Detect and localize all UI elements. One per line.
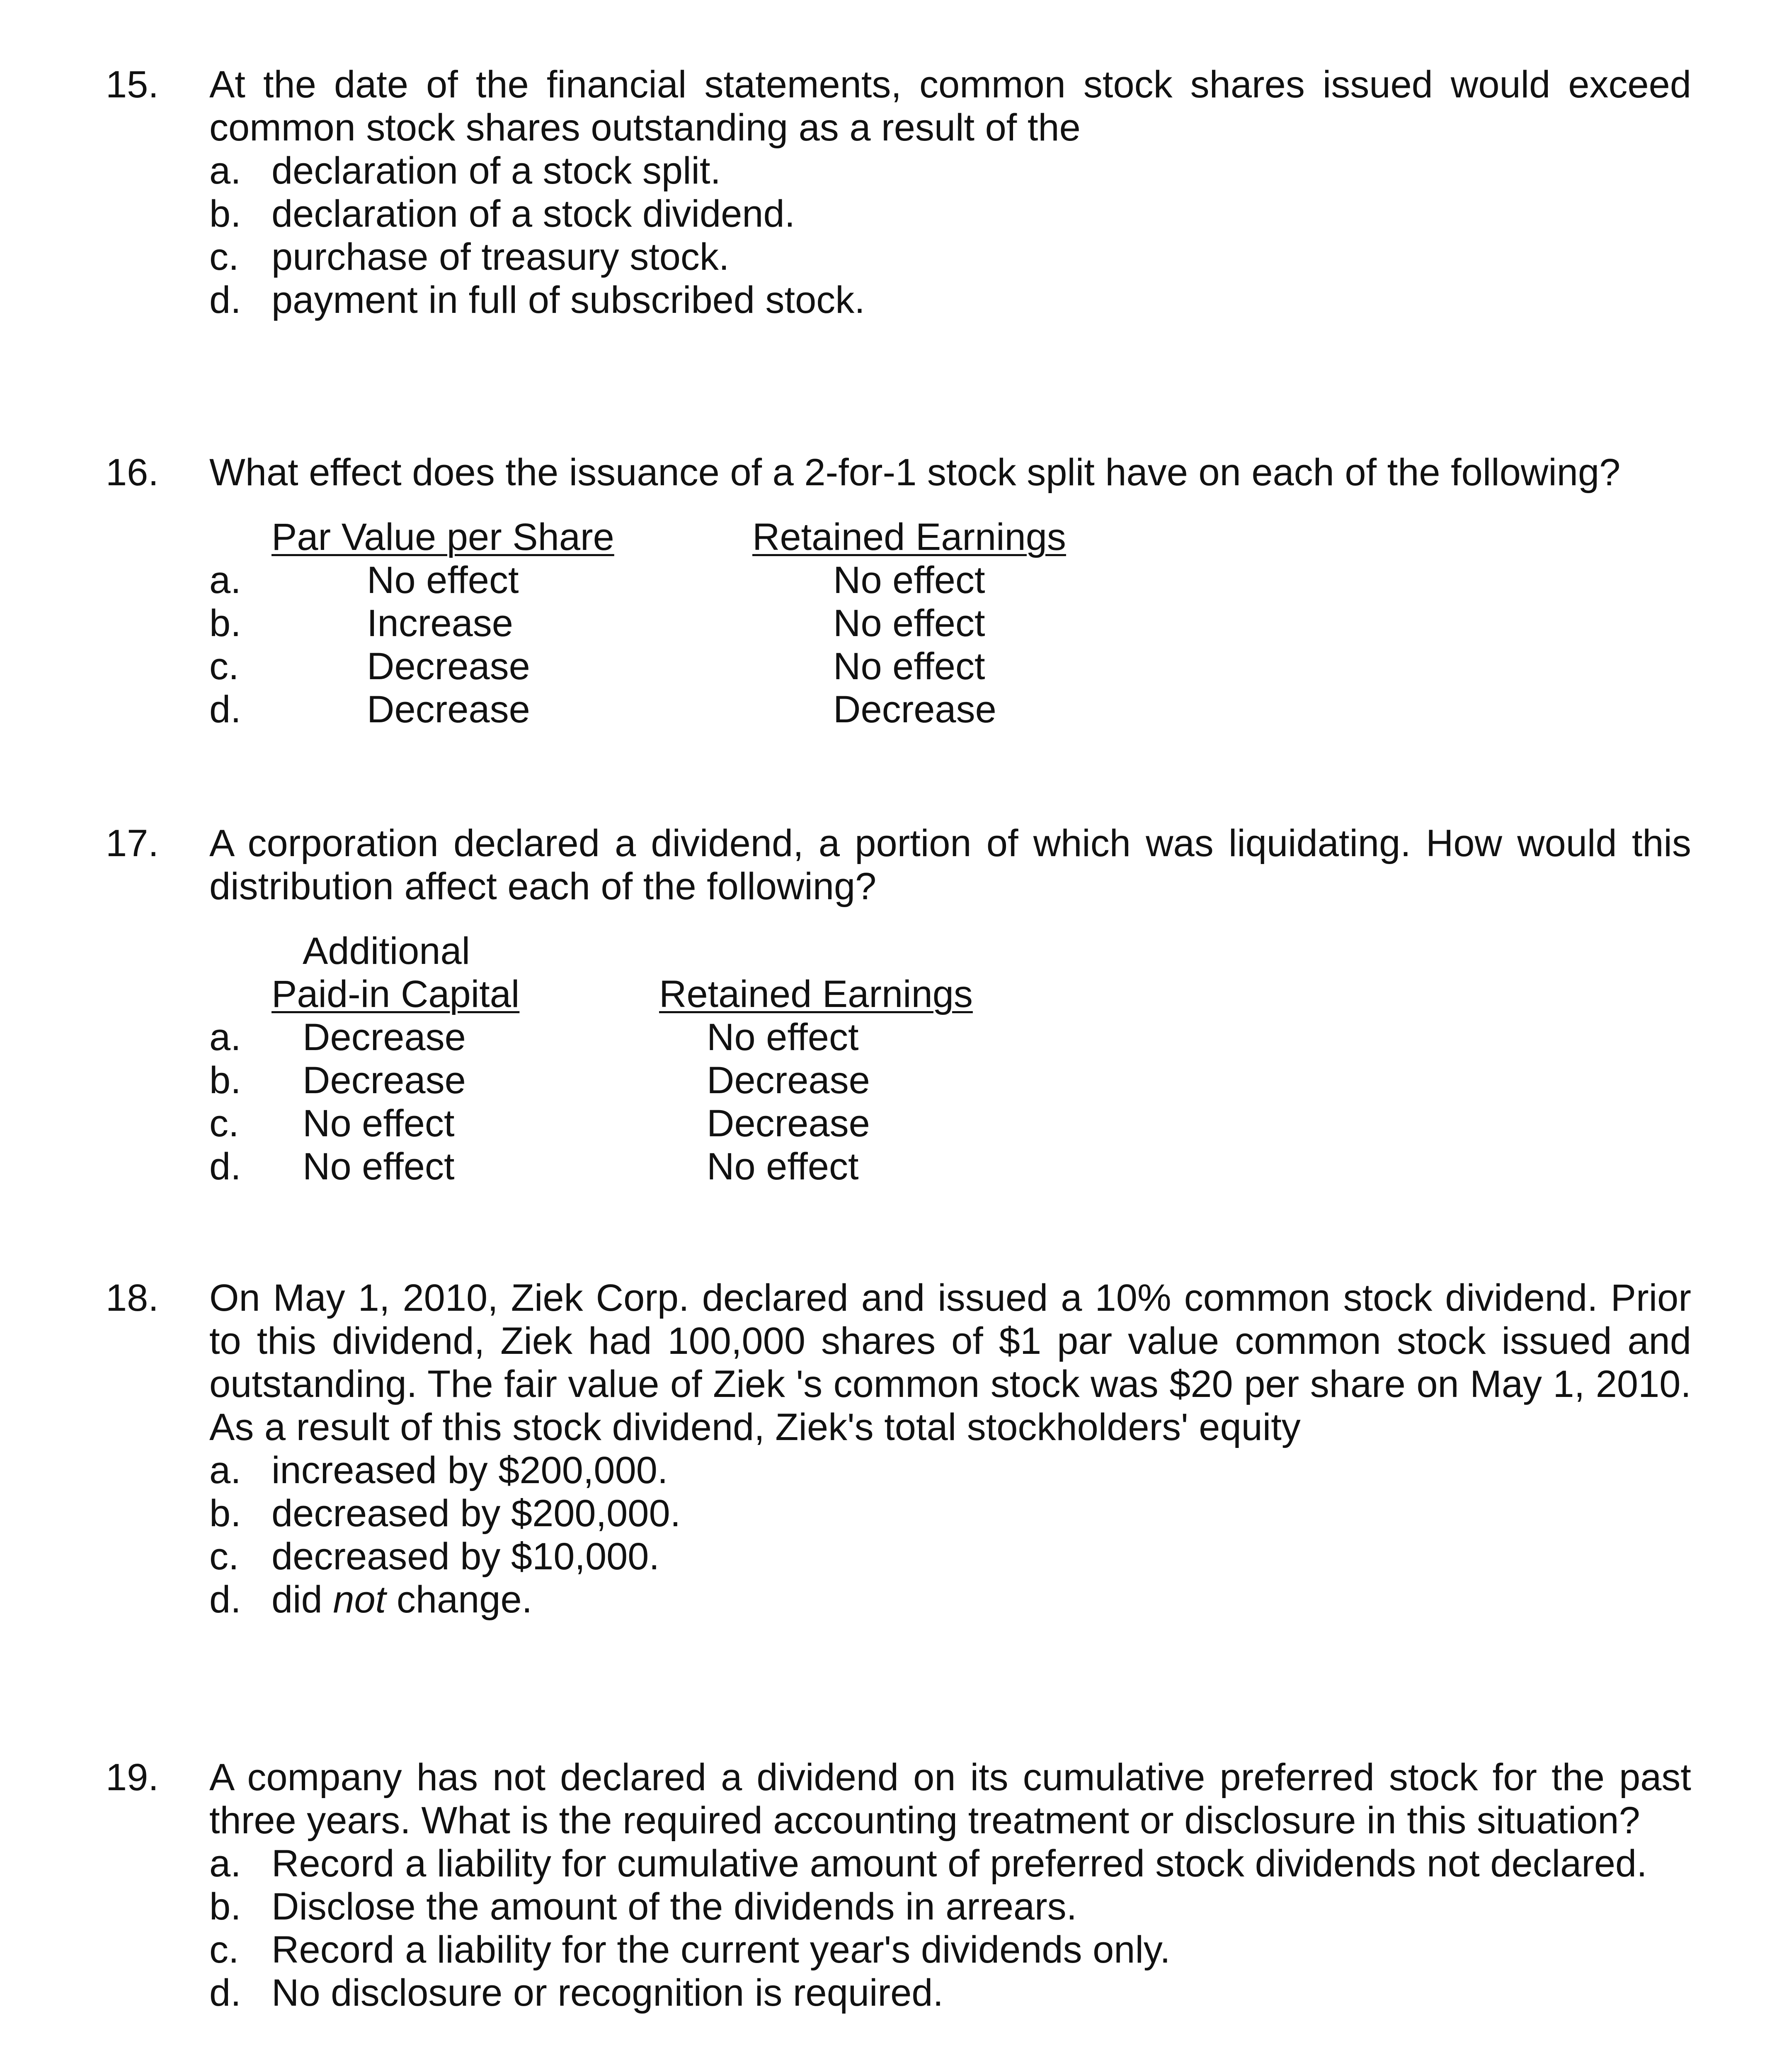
option-letter: b. xyxy=(209,1492,241,1535)
option-d[interactable] xyxy=(209,1971,1691,2014)
option-letter: c. xyxy=(209,236,239,278)
option-text: declaration of a stock dividend. xyxy=(271,193,795,235)
option-letter: a. xyxy=(209,1842,241,1885)
column-header: Paid-in Capital xyxy=(271,973,520,1015)
question-number: 16. xyxy=(106,451,159,494)
grid-cell: Decrease xyxy=(303,1016,466,1058)
option-c[interactable] xyxy=(209,235,1691,278)
question-number: 15. xyxy=(106,63,159,106)
option-text: decreased by $10,000. xyxy=(271,1535,660,1578)
grid-cell: No effect xyxy=(303,1145,455,1188)
question-stem: What effect does the issuance of a 2-for-1 stock split have on each of the following? xyxy=(209,451,1621,494)
question-stem: A corporation declared a dividend, a portion of which was liquidating. How would this distribution affect each of the following? xyxy=(209,822,1691,908)
question-number: 17. xyxy=(106,822,159,864)
question-stem: A company has not declared a dividend on its cumulative preferred stock for the past three years. What is the required accounting treatment or disclosure in this situation? xyxy=(209,1756,1691,1842)
option-d[interactable] xyxy=(209,278,1691,322)
option-letter: a. xyxy=(209,1449,241,1491)
column-header: Retained Earnings xyxy=(659,973,973,1015)
question-stem: At the date of the financial statements, common stock shares issued would exceed common stock shares outstanding as a result of the xyxy=(209,63,1691,149)
question-stem: On May 1, 2010, Ziek Corp. declared and issued a 10% common stock dividend. Prior to this dividend, Ziek had 100,000 shares of $1 par value common stock issued and outstanding. The fair value of Ziek 's common stock was $20 per share on May 1, 2010. As a result of this stock dividend, Ziek's total stockholders' equity xyxy=(209,1277,1691,1448)
option-letter: b. xyxy=(209,602,241,644)
grid-cell: No effect xyxy=(833,559,985,601)
grid-cell: Decrease xyxy=(367,645,530,687)
column-header: Retained Earnings xyxy=(752,516,1066,558)
option-c[interactable] xyxy=(209,1535,1691,1578)
grid-cell: Decrease xyxy=(367,688,530,731)
grid-cell: Decrease xyxy=(707,1102,870,1145)
option-text: decreased by $200,000. xyxy=(271,1492,681,1535)
grid-cell: No effect xyxy=(707,1145,859,1188)
option-letter: c. xyxy=(209,1102,239,1145)
column-header-line: Additional xyxy=(303,930,470,972)
option-a[interactable] xyxy=(209,1842,1691,1885)
option-letter: a. xyxy=(209,150,241,192)
option-b[interactable] xyxy=(209,192,1691,235)
grid-cell: Decrease xyxy=(303,1059,466,1101)
option-text-emphasis: not xyxy=(333,1578,386,1621)
option-text: payment in full of subscribed stock. xyxy=(271,279,865,321)
option-text: increased by $200,000. xyxy=(271,1449,668,1491)
option-text: Record a liability for the current year's dividends only. xyxy=(271,1929,1171,1971)
option-letter: a. xyxy=(209,1016,241,1058)
option-list xyxy=(209,1842,1691,2014)
option-c[interactable] xyxy=(209,1928,1691,1971)
option-text-after: change. xyxy=(396,1578,533,1621)
question-number: 19. xyxy=(106,1756,159,1798)
option-letter: c. xyxy=(209,1535,239,1578)
option-letter: b. xyxy=(209,1886,241,1928)
grid-cell: Decrease xyxy=(707,1059,870,1101)
option-letter: c. xyxy=(209,1929,239,1971)
option-text xyxy=(271,1578,532,1621)
question-number: 18. xyxy=(106,1277,159,1319)
option-letter: b. xyxy=(209,193,241,235)
option-letter: d. xyxy=(209,688,241,731)
option-list xyxy=(209,149,1691,322)
option-b[interactable] xyxy=(209,1492,1691,1535)
grid-cell: No effect xyxy=(707,1016,859,1058)
grid-cell: No effect xyxy=(833,602,985,644)
option-a[interactable] xyxy=(209,1449,1691,1492)
option-text: No disclosure or recognition is required. xyxy=(271,1972,944,2014)
option-d[interactable] xyxy=(209,1578,1691,1621)
option-text: Record a liability for cumulative amount of preferred stock dividends not declared. xyxy=(271,1842,1647,1885)
option-letter: d. xyxy=(209,279,241,321)
option-text: purchase of treasury stock. xyxy=(271,236,730,278)
option-list xyxy=(209,1449,1691,1621)
option-text: declaration of a stock split. xyxy=(271,150,721,192)
option-letter: d. xyxy=(209,1972,241,2014)
option-letter: d. xyxy=(209,1145,241,1188)
grid-cell: Increase xyxy=(367,602,513,644)
option-text: Disclose the amount of the dividends in arrears. xyxy=(271,1886,1077,1928)
grid-cell: Decrease xyxy=(833,688,996,731)
grid-cell: No effect xyxy=(303,1102,455,1145)
option-a[interactable] xyxy=(209,149,1691,192)
column-header: Par Value per Share xyxy=(271,516,614,558)
grid-cell: No effect xyxy=(833,645,985,687)
option-letter: c. xyxy=(209,645,239,687)
option-letter: a. xyxy=(209,559,241,601)
option-letter: d. xyxy=(209,1578,241,1621)
option-b[interactable] xyxy=(209,1885,1691,1928)
option-letter: b. xyxy=(209,1059,241,1101)
grid-cell: No effect xyxy=(367,559,519,601)
option-text-before: did xyxy=(271,1578,322,1621)
